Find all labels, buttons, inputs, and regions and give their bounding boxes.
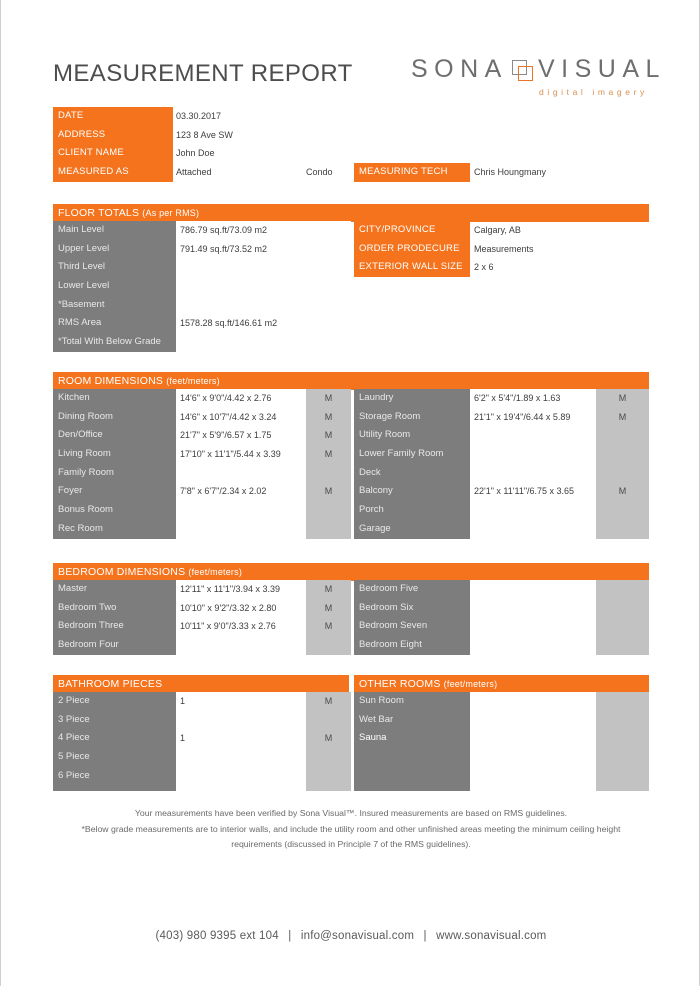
bathroom-m-flag: M [324,733,333,744]
info-value-client-name: John Doe [176,148,215,159]
page-title: MEASUREMENT REPORT [53,60,353,87]
floor-totals-value [176,258,351,277]
bedroom-m-flag [306,636,351,655]
room-value: 7'8" x 6'7"/2.34 x 2.02 [180,486,267,497]
room-value [176,520,306,539]
disclaimer-line-3: requirements (discussed in Principle 7 of the RMS guidelines). [231,839,471,849]
bedroom-value: 10'10" x 9'2"/3.32 x 2.80 [180,602,277,613]
bedroom-value [470,580,596,599]
other-room-label: Wet Bar [359,713,394,725]
company-logo [411,55,666,105]
other-room-m-flag [596,692,649,711]
bathroom-count [176,711,306,730]
info-value-measured-as: Attached [176,167,212,178]
bedroom-label: Master [58,583,88,594]
info-value-date: 03.30.2017 [176,111,222,121]
floor-totals-heading: FLOOR TOTALS (As per RMS) [53,204,649,222]
contact-website[interactable]: www.sonavisual.com [436,930,547,942]
room-m-flag: M [324,486,333,497]
bathroom-label: 4 Piece [58,732,90,744]
room-m-flag [306,501,351,520]
room-value: 21'7" x 5'9"/6.57 x 1.75 [180,430,272,441]
floor-totals-label: RMS Area [58,317,102,329]
room-label: Storage Room [359,410,421,422]
contact-separator-2: | [423,930,427,942]
bathroom-label: 3 Piece [58,713,90,725]
room-label: Kitchen [58,392,90,403]
bedroom-label: Bedroom Five [359,583,419,594]
floor-totals-value [176,296,351,315]
other-room-value [470,692,596,711]
room-m-flag: M [324,393,333,403]
room-dimensions-right-value-column [470,389,596,539]
room-value [470,445,596,464]
room-m-flag: M [324,411,333,422]
room-value: 17'10" x 11'1"/5.44 x 3.39 [180,449,281,460]
bedroom-m-flag [596,636,649,655]
room-label: Laundry [359,392,394,403]
floor-totals-value: 791.49 sq.ft/73.52 m2 [180,243,268,254]
bedroom-value: 12'11" x 11'1"/3.94 x 3.39 [180,584,281,594]
other-room-m-flag [596,729,649,748]
contact-footer [1,930,700,942]
room-label: Lower Family Room [359,448,444,460]
floor-totals-meta-value-column [474,221,534,277]
info-value-column [176,107,233,182]
bedroom-value: 10'11" x 9'0"/3.33 x 2.76 [180,621,276,632]
room-label: Porch [359,504,384,516]
room-label: Rec Room [58,522,103,534]
floor-totals-value [176,333,351,352]
floor-totals-meta-label-column [354,221,470,277]
bathroom-m-flag [306,767,351,786]
bathroom-pieces-heading: BATHROOM PIECES [53,675,349,693]
measuring-tech-value: Chris Houngmany [474,167,547,177]
contact-phone: (403) 980 9395 ext 104 [155,930,279,942]
room-value [470,464,596,483]
room-label: Utility Room [359,429,411,441]
room-m-flag [596,445,649,464]
contact-separator-1: | [288,930,292,942]
room-label: Balcony [359,485,393,497]
bedroom-label: Bedroom Three [58,620,124,632]
bedroom-left-m-column [306,580,351,655]
room-m-flag [306,464,351,483]
room-label: Family Room [58,466,114,478]
floor-totals-value [176,277,351,296]
bathroom-value-column [176,692,306,791]
bedroom-m-flag: M [324,584,333,594]
floor-totals-label: Lower Level [58,280,110,292]
info-label-client-name: CLIENT NAME [58,147,124,159]
room-value [176,501,306,520]
room-m-flag: M [324,449,333,460]
meta-value-city-province: Calgary, AB [474,225,521,235]
room-value: 21'1" x 19'4"/6.44 x 5.89 [474,411,571,422]
measuring-tech-label: MEASURING TECH [354,163,470,182]
bedroom-label: Bedroom Four [58,639,119,651]
bedroom-right-value-column [470,580,596,655]
bedroom-m-flag: M [324,602,333,613]
room-value [176,464,306,483]
bathroom-m-flag: M [324,696,333,706]
bedroom-right-label-column [354,580,470,655]
bedroom-m-flag: M [324,621,333,632]
bedroom-left-label-column [53,580,176,655]
bathroom-count [176,767,306,786]
disclaimer-line-2: *Below grade measurements are to interior walls, and include the utility room and other unfinished areas meeting the minimum ceiling height [81,823,621,834]
room-m-flag [306,520,351,539]
room-value: 14'6" x 10'7"/4.42 x 3.24 [180,411,277,422]
bathroom-m-flag [306,711,351,730]
bathroom-label: 5 Piece [58,751,90,763]
disclaimer-text [53,806,649,853]
floor-totals-label: Third Level [58,261,105,273]
logo-word-sona: SONA [411,55,508,83]
meta-label-order-procedure: ORDER PRODECURE [359,242,460,254]
room-value [470,426,596,445]
room-m-flag [596,426,649,445]
other-room-value [470,711,596,730]
info-label-date: DATE [58,110,84,121]
meta-value-order-procedure: Measurements [474,243,534,254]
bedroom-value [470,636,596,655]
meta-label-exterior-wall-size: EXTERIOR WALL SIZE [359,261,463,273]
bedroom-m-flag [596,580,649,599]
bathroom-label: 6 Piece [58,769,90,781]
room-label: Garage [359,522,391,534]
floor-totals-label: Main Level [58,224,104,235]
room-label: Den/Office [58,429,103,441]
info-value-property-type: Condo [306,167,333,177]
floor-totals-label-column [53,221,176,352]
bathroom-m-flag [306,748,351,767]
bathroom-count: 1 [180,696,186,706]
other-rooms-m-column [596,692,649,791]
room-m-flag: M [324,430,333,441]
room-dimensions-right-label-column [354,389,470,539]
room-m-flag [596,464,649,483]
bathroom-label-column [53,692,176,791]
room-label: Living Room [58,448,111,460]
floor-totals-label: *Total With Below Grade [58,336,161,348]
double-square-icon [512,60,534,82]
floor-totals-value: 786.79 sq.ft/73.09 m2 [180,225,268,235]
other-rooms-label-column [354,692,470,791]
room-label: Foyer [58,485,83,497]
room-label: Bonus Room [58,504,113,516]
meta-label-city-province: CITY/PROVINCE [359,224,436,235]
room-value: 14'6" x 9'0"/4.42 x 2.76 [180,393,272,403]
room-value: 6'2" x 5'4"/1.89 x 1.63 [474,393,561,403]
room-m-flag: M [618,411,627,422]
other-room-label: Sun Room [359,695,404,706]
info-label-column [53,107,173,182]
room-m-flag [596,501,649,520]
bathroom-count: 1 [180,733,186,744]
room-m-flag [596,520,649,539]
floor-totals-value-column [176,221,351,352]
room-value [470,501,596,520]
bedroom-label: Bedroom Two [58,601,117,613]
report-header [1,0,700,100]
floor-totals-label: Upper Level [58,242,110,254]
disclaimer-line-1: Your measurements have been verified by Sona Visual™. Insured measurements are based on RMS guidelines. [134,808,568,818]
bedroom-value [470,617,596,636]
bedroom-label: Bedroom Eight [359,639,422,651]
bedroom-label: Bedroom Six [359,601,414,613]
room-dimensions-left-value-column [176,389,306,539]
room-m-flag: M [618,486,627,497]
other-rooms-value-column [470,692,596,791]
bedroom-value [470,599,596,618]
room-dimensions-right-m-column [596,389,649,539]
bathroom-m-column [306,692,351,791]
bedroom-m-flag [596,599,649,618]
contact-email[interactable]: info@sonavisual.com [300,930,415,942]
room-value: 22'1" x 11'11"/6.75 x 3.65 [474,486,575,497]
room-label: Dining Room [58,410,113,422]
bedroom-left-value-column [176,580,306,655]
meta-value-exterior-wall-size: 2 x 6 [474,262,494,273]
bathroom-count [176,748,306,767]
room-value [470,520,596,539]
room-dimensions-heading: ROOM DIMENSIONS (feet/meters) [53,372,649,390]
other-rooms-heading: OTHER ROOMS (feet/meters) [354,675,649,693]
bedroom-label: Bedroom Seven [359,620,428,632]
bedroom-m-flag [596,617,649,636]
bathroom-label: 2 Piece [58,695,90,706]
bedroom-right-m-column [596,580,649,655]
room-label: Deck [359,466,381,478]
room-dimensions-left-label-column [53,389,176,539]
room-dimensions-left-m-column [306,389,351,539]
info-label-measured-as: MEASURED AS [58,166,129,178]
logo-square-inner [518,66,533,81]
other-room-value [470,729,596,748]
logo-tagline: digital imagery [539,87,648,97]
other-room-label: Sauna [359,732,387,744]
floor-totals-value: 1578.28 sq.ft/146.61 m2 [180,318,278,329]
floor-totals-label: *Basement [58,298,105,310]
other-room-m-flag [596,711,649,730]
logo-word-visual: VISUAL [538,55,666,83]
bedroom-dimensions-heading: BEDROOM DIMENSIONS (feet/meters) [53,563,649,581]
room-m-flag: M [618,393,627,403]
bedroom-value [176,636,306,655]
info-value-address: 123 8 Ave SW [176,129,233,140]
info-label-address: ADDRESS [58,128,106,140]
